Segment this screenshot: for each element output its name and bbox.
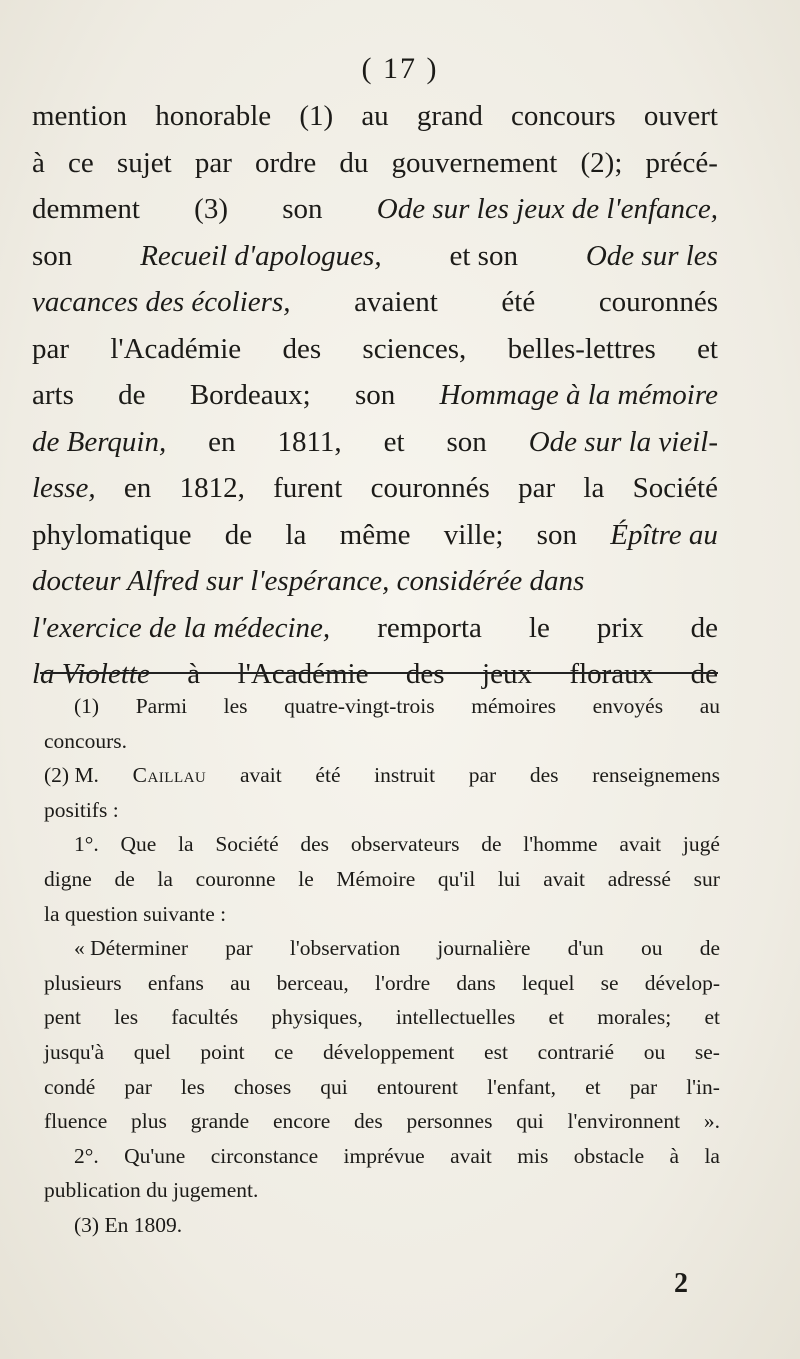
text-line-13: la Violette à l'Académie des jeux floraux de [32,658,718,690]
text-line-5: vacances des écoliers, avaient été couronnés [32,286,718,318]
title-violette: la Violette [32,658,150,690]
name-caillau: Caillau [132,763,207,788]
quote-line-3: pent les facultés physiques, intellectuelles et morales; et [44,1005,720,1030]
text-line-10: phylomatique de la même ville; son Épître au [32,518,718,551]
footnote-2-item1-line-3: la question suivante : [44,901,227,926]
footnotes [44,694,720,1248]
text-line-3: demment (3) son Ode sur les jeux de l'enfance, [32,193,718,225]
footnote-2-item1-line-1: 1°. Que la Société des observateurs de l'homme avait jugé [74,832,720,857]
footnote-3: (3) En 1809. [74,1212,183,1237]
footnote-rule [40,672,718,674]
title-ode-vieillesse: Ode sur la vieil- [528,425,718,458]
title-ode-jeux: Ode sur les jeux de l'enfance, [376,193,718,225]
text-line-1: mention honorable (1) au grand concours ouvert [32,100,718,132]
text-line-11: docteur Alfred sur l'espérance, considérée dans [32,565,585,597]
signature-mark: 2 [674,1268,688,1299]
title-hommage: Hommage à la mémoire [439,379,718,411]
footnote-2-line-1: (2) M. Caillau avait été instruit par des renseignemens [44,763,720,788]
main-text [32,100,718,705]
text-line-4: son Recueil d'apologues, et son Ode sur les [32,239,718,272]
title-epitre: Épître au [610,518,718,551]
footnote-1-line-2: concours. [44,728,127,753]
footnote-1-line-1: (1) Parmi les quatre-vingt-trois mémoires envoyés au [74,694,720,718]
footnote-2-line-2: positifs : [44,797,119,822]
quote-line-1: « Déterminer par l'observation journalière d'un ou de [74,936,720,961]
footnote-2-item2-line-1: 2°. Qu'une circonstance imprévue avait mis obstacle à la [74,1143,720,1168]
quote-line-4: jusqu'à quel point ce développement est contrarié ou se- [44,1039,720,1064]
title-recueil: Recueil d'apologues, [140,239,382,272]
text-line-9: lesse, en 1812, furent couronnés par la Société [32,472,718,504]
text-line-6: par l'Académie des sciences, belles-lettres et [32,332,718,365]
text-line-12: l'exercice de la médecine, remporta le prix de [32,611,718,644]
text-line-8: de Berquin, en 1811, et son Ode sur la vieil- [32,425,718,458]
footnote-2-item1-line-2: digne de la couronne le Mémoire qu'il lui avait adressé sur [44,866,720,891]
title-vacances: vacances des écoliers, [32,286,291,318]
text-line-2: à ce sujet par ordre du gouvernement (2); précé- [32,146,718,179]
quote-line-2: plusieurs enfans au berceau, l'ordre dans lequel se dévelop- [44,970,720,995]
page-number: ( 17 ) [361,52,439,85]
quote-line-6: fluence plus grande encore des personnes qui l'environnent ». [44,1109,720,1134]
footnote-2-item2-line-2: publication du jugement. [44,1178,259,1203]
quote-line-5: condé par les choses qui entourent l'enfant, et par l'in- [44,1074,720,1099]
text-line-7: arts de Bordeaux; son Hommage à la mémoire [32,379,718,411]
